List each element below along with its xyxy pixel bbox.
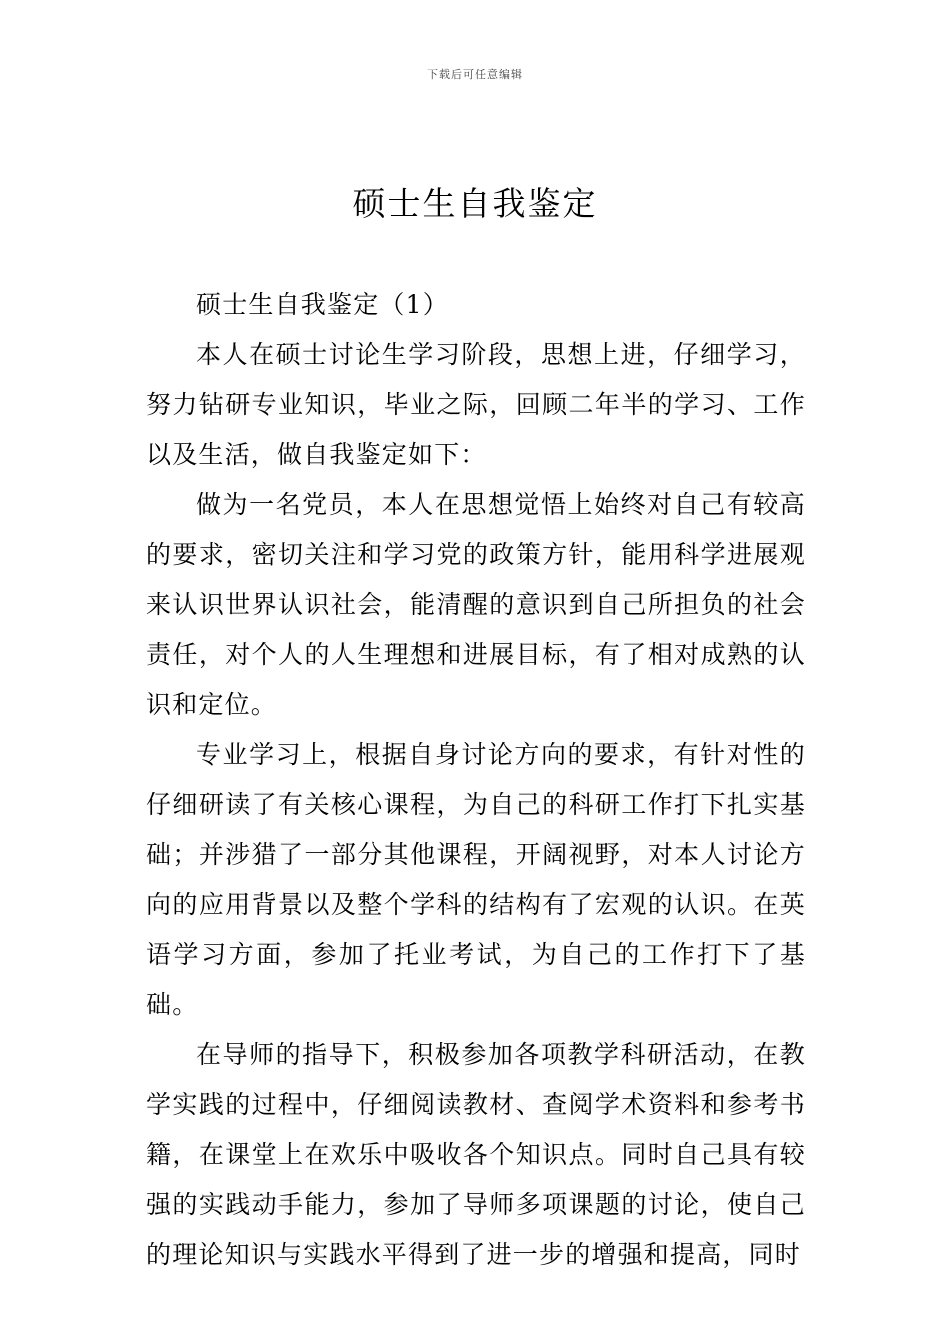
header-note: 下载后可任意编辑 xyxy=(427,68,523,81)
paragraph-ideology: 做为一名党员，本人在思想觉悟上始终对自己有较高的要求，密切关注和学习党的政策方针，能用科学进展观来认识世界认识社会，能清醒的意识到自己所担负的社会责任，对个人的人生理想和进展目标，有了相对成熟的认识和定位。 xyxy=(146,490,806,719)
paragraph-study: 专业学习上，根据自身讨论方向的要求，有针对性的仔细研读了有关核心课程，为自己的科研工作打下扎实基础；并涉猎了一部分其他课程，开阔视野，对本人讨论方向的应用背景以及整个学科的结构有了宏观的认识。在英语学习方面，参加了托业考试，为自己的工作打下了基础。 xyxy=(146,740,806,1019)
paragraph-intro: 本人在硕士讨论生学习阶段，思想上进，仔细学习，努力钻研专业知识，毕业之际，回顾二年半的学习、工作以及生活，做自我鉴定如下： xyxy=(146,340,806,469)
section-heading: 硕士生自我鉴定（1） xyxy=(196,290,449,319)
paragraph-research: 在导师的指导下，积极参加各项教学科研活动，在教学实践的过程中，仔细阅读教材、查阅学术资料和参考书籍，在课堂上在欢乐中吸收各个知识点。同时自己具有较强的实践动手能力，参加了导师多项课题的讨论，使自己的理论知识与实践水平得到了进一步的增强和提高，同时 xyxy=(146,1040,806,1269)
document-title: 硕士生自我鉴定 xyxy=(352,184,598,223)
document-body xyxy=(146,280,806,1280)
